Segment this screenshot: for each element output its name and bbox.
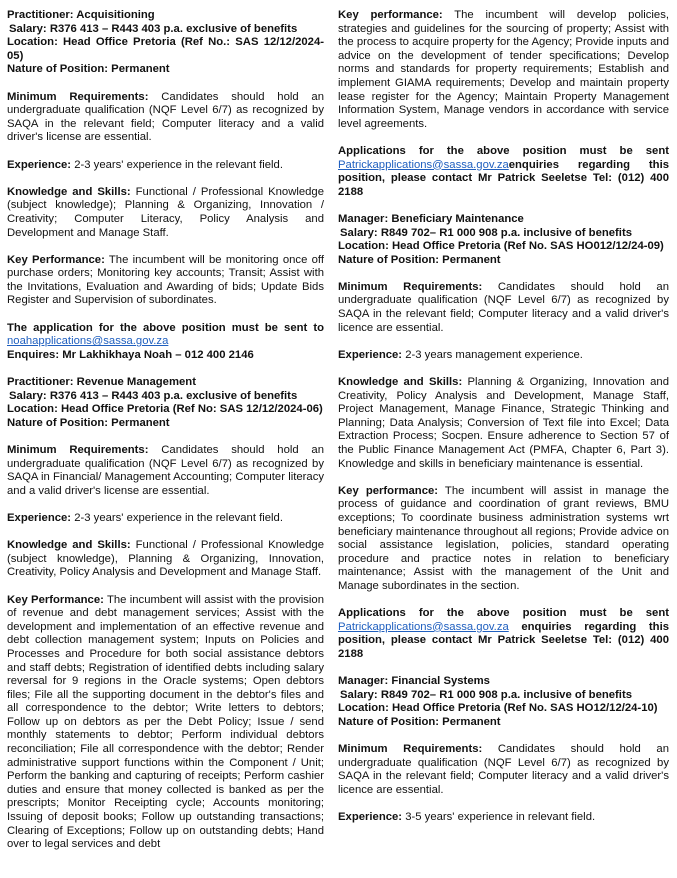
experience: Experience: 2-3 years management experience. xyxy=(338,348,583,361)
job-nature: Nature of Position: Permanent xyxy=(338,253,501,266)
minimum-requirements: Minimum Requirements: Candidates should hold an undergraduate qualification (NQF Level 6/7) as recognized by SAQA in Financial/ Management Accounting; Computer literacy and a valid driver's license are essential. xyxy=(7,444,325,497)
application-instructions: The application for the above position must be sent to noahapplications@sassa.gov.za xyxy=(7,321,324,348)
experience: Experience: 2-3 years' experience in the relevant field. xyxy=(7,158,283,171)
job-location: Location: Head Office Pretoria (Ref No. SAS HO12/12/24-10) xyxy=(338,702,658,715)
job-salary: Salary: R849 702– R1 000 908 p.a. inclusive of benefits xyxy=(340,688,632,701)
key-performance: Key performance: The incumbent will develop policies, strategies and guidelines for the sourcing of property; Assist with the process to acquire property for the Agency; Provide inputs and advice on the development of tender specifications; Develop norms and standards for property requirements; Establish and implement GIAMA requirements; Develop and maintain property lease register for the Agency; Maintain Property Management Information System, Manage vendors in accordance with service level agreements. xyxy=(338,9,669,130)
job-salary: Salary: R376 413 – R443 403 p.a. exclusive of benefits xyxy=(9,22,298,35)
application-email-link[interactable]: Patrickapplications@sassa.gov.za xyxy=(338,158,509,171)
application-email-link[interactable]: Patrickapplications@sassa.gov.za xyxy=(338,620,509,633)
job-nature: Nature of Position: Permanent xyxy=(7,416,170,429)
left-column xyxy=(7,9,324,852)
knowledge-and-skills: Knowledge and Skills: Functional / Professional Knowledge (subject knowledge); Planning & Organizing, Innovation / Creativity; Computer Literacy, Policy Analysis and Development and Manage Staff. xyxy=(7,185,324,239)
job-title: Practitioner: Acquisitioning xyxy=(7,9,155,21)
job-location: Location: Head Office Pretoria (Ref No.: SAS 12/12/2024-05) xyxy=(7,36,324,62)
knowledge-and-skills: Knowledge and Skills: Planning & Organizing, Innovation and Creativity, Policy Analysis and Development, Manage Staff, Project Management, Manage Finance, Strategic Thinking and Planning; Data Analysis; Conversion of Text file into Excel; Data Extraction Process; Socpen. Ensure adherence to Section 57 of the Public Finance Management Act (PMFA, Chapter 6, Part 3). Knowledge and skills in beneficiary maintenance is essential. xyxy=(338,376,669,470)
application-email-link[interactable]: noahapplications@sassa.gov.za xyxy=(7,335,169,348)
job-salary: Salary: R376 413 – R443 403 p.a. exclusive of benefits xyxy=(9,389,298,402)
knowledge-and-skills: Knowledge and Skills: Functional / Professional Knowledge (subject knowledge), Planning & Organizing, Innovation, Creativity, Policy Analysis and Development and Manage Staff. xyxy=(7,539,324,579)
key-performance: Key performance: The incumbent will assist in manage the process of guidance and coordination of grant reviews, BMU exceptions; To coordinate business administration systems wrt beneficiary maintenance throughout all regions; Provide advice on social assistance legislation, policies, standard operating procedure and practice notes in relation to beneficiary maintenance; Assist with the management of the Unit and Manage subordinates in the section. xyxy=(338,484,669,592)
job-nature: Nature of Position: Permanent xyxy=(338,715,501,728)
application-instructions: Applications for the above position must be sent Patrickapplications@sassa.gov.za enquiries regarding this position, please contact Mr Patrick Seeletse Tel: (012) 400 2188 xyxy=(338,607,669,660)
key-performance: Key Performance: The incumbent will assist with the provision of revenue and debt management services; Assist with the development and implementation of an effective revenue and debt collection management system; Inputs on Policies and Processes and Procedure for both social assistance debtors and staff debts; Registration of identified debts including salary reversal for 9 regions in the Oracle systems; Open debtors files; File all the supporting document in the debtor's files and all correspondence to the debtor; Write letters to debtors; Follow up on debtors as per the Debt Policy; Issue / send monthly statements to debtor; Perform individual debtors reconciliation; File all correspondence with the debtor; Render administrative support functions within the Component / Unit; Perform the banking and capturing of receipts; Perform cashier duties and ensure that money collected is banked as per the prescripts; Monitor Receipting cycle; Accounts monitoring; Issuing of deposit books; Follow up outstanding transactions; Clearing of Exceptions; Follow up on outstanding debts; Hand over to legal services and debt xyxy=(7,593,324,851)
minimum-requirements: Minimum Requirements: Candidates should hold an undergraduate qualification (NQF Level 6/7) as recognized by SAQA in the relevant field; Computer literacy and a valid driver's licence are essential. xyxy=(338,280,669,334)
job-title: Manager: Financial Systems xyxy=(338,675,490,688)
minimum-requirements: Minimum Requirements: Candidates should hold an undergraduate qualification (NQF Level 6/7) as recognized by SAQA in the relevant field; Computer literacy and a valid driver's licence are essential. xyxy=(338,743,669,796)
job-salary: Salary: R849 702– R1 000 908 p.a. inclusive of benefits xyxy=(340,226,632,239)
job-title: Manager: Beneficiary Maintenance xyxy=(338,212,524,225)
right-column xyxy=(338,9,669,825)
job-title: Practitioner: Revenue Management xyxy=(7,376,196,389)
job-location: Location: Head Office Pretoria (Ref No: SAS 12/12/2024-06) xyxy=(7,403,323,416)
job-nature: Nature of Position: Permanent xyxy=(7,63,170,76)
experience: Experience: 3-5 years' experience in relevant field. xyxy=(338,811,596,824)
experience: Experience: 2-3 years' experience in the relevant field. xyxy=(7,511,283,524)
enquiries: Enquires: Mr Lakhikhaya Noah – 012 400 2146 xyxy=(7,348,254,361)
key-performance: Key Performance: The incumbent will be monitoring once off purchase orders; Monitoring key accounts; Transit; Assist with the Invitations, Evaluation and Awarding of bids; Update Bids Register and Supervision of subordinates. xyxy=(7,253,324,307)
application-instructions: Applications for the above position must be sent Patrickapplications@sassa.gov.zaenquiries regarding this position, please contact Mr Patrick Seeletse Tel: (012) 400 2188 xyxy=(338,144,669,198)
minimum-requirements: Minimum Requirements: Candidates should hold an undergraduate qualification (NQF Level 6/7) as recognized by SAQA in the relevant field; Computer literacy and a valid driver's license are essential. xyxy=(7,90,325,144)
job-location: Location: Head Office Pretoria (Ref No. SAS HO012/12/24-09) xyxy=(338,240,664,253)
